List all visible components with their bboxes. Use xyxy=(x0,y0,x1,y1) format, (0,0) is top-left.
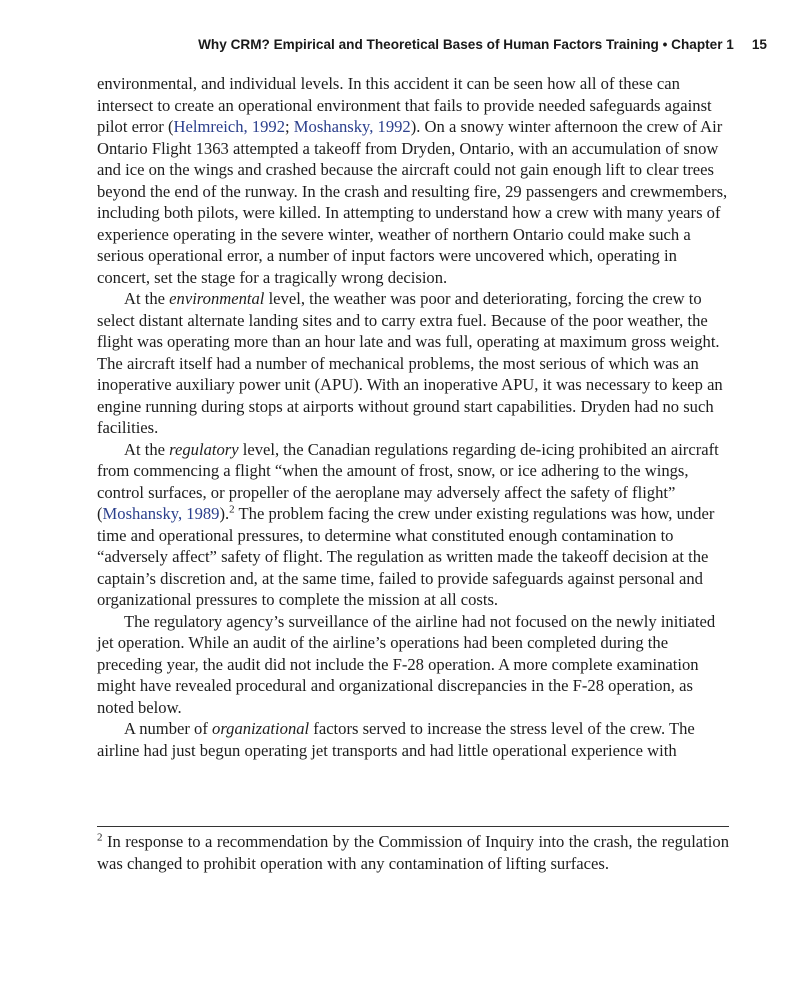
text-run: The problem facing the crew under existing regulations was how, under time and operational pressures, to determine what constituted enough contamination to “adversely affect” safety of flight. The regulation as written made the takeoff decision at the captain’s discretion and, at the same time, failed to provide safeguards against personal and organizational pressures to complete the mission at all costs. xyxy=(97,504,715,609)
running-header xyxy=(96,37,767,52)
running-title: Why CRM? Empirical and Theoretical Bases of Human Factors Training • Chapter 1 xyxy=(198,37,734,52)
emphasis: organizational xyxy=(212,719,310,738)
footnote-number: 2 xyxy=(97,831,103,844)
paragraph xyxy=(97,288,729,439)
emphasis: regulatory xyxy=(169,439,239,459)
text-run: level, the weather was poor and deteriorating, forcing the crew to select distant alternate landing sites and to carry extra fuel. Because of the poor weather, the flight was operating more than an hour late and was full, operating at maximum gross weight. The aircraft itself had a number of mechanical problems, the most serious of which was an inoperative auxiliary power unit (APU). With an inoperative APU, it was necessary to keep an engine running during stops at airports without ground start capabilities. Dryden had no such facilities. xyxy=(97,289,723,437)
text-run: At the xyxy=(124,439,170,459)
citation-link[interactable]: Moshansky, 1992 xyxy=(293,117,411,136)
text-run: level, the Canadian regulations regarding de-icing prohibited an aircraft from commencing a flight “when the amount of frost, snow, or ice adhering to the wings, control surfaces, or propeller of the aeroplane may adversely affect the safety of flight” ( xyxy=(97,439,719,523)
paragraph xyxy=(97,73,729,288)
text-run: ; xyxy=(285,117,294,136)
footnote-marker[interactable]: 2 xyxy=(229,503,235,516)
emphasis: environmental xyxy=(169,289,265,308)
text-run: A number of xyxy=(124,719,213,738)
paragraph xyxy=(97,439,729,611)
citation-link[interactable]: Moshansky, 1989 xyxy=(102,504,220,523)
footnote-divider xyxy=(97,826,729,827)
text-run: ). xyxy=(219,504,230,523)
citation-link[interactable]: Helmreich, 1992 xyxy=(173,117,286,136)
text-run: ). On a snowy winter afternoon the crew of Air Ontario Flight 1363 attempted a takeoff from Dryden, Ontario, with an accumulation of snow and ice on the wings and crashed because the aircraft could not gain enough lift to clear trees beyond the end of the runway. In the crash and resulting fire, 29 passengers and crewmembers, including both pilots, were killed. In attempting to understand how a crew with many years of experience operating in the severe winter, weather of northern Ontario could make such a serious operational error, a number of input factors were uncovered which, operating in concert, set the stage for a tragically wrong decision. xyxy=(97,117,728,287)
text-run: factors served to increase the stress level of the crew. The airline had just begun operating jet transports and had little operational experience with xyxy=(97,719,695,760)
paragraph xyxy=(97,718,729,761)
footnote-text: In response to a recommendation by the Commission of Inquiry into the crash, the regulation was changed to prohibit operation with any contamination of lifting surfaces. xyxy=(97,832,729,873)
page-number: 15 xyxy=(751,37,767,52)
footnote xyxy=(97,831,729,875)
text-run: environmental, and individual levels. In this accident it can be seen how all of these can intersect to create an operational environment that fails to provide needed safeguards against pilot error ( xyxy=(97,74,712,136)
text-run: At the xyxy=(124,289,170,308)
body-text xyxy=(97,73,729,761)
paragraph: The regulatory agency’s surveillance of the airline had not focused on the newly initiated jet operation. While an audit of the airline’s operations had been completed during the preceding year, the audit did not include the F-28 operation. A more complete examination might have revealed procedural and organizational discrepancies in the F-28 operation, as noted below. xyxy=(97,611,716,717)
